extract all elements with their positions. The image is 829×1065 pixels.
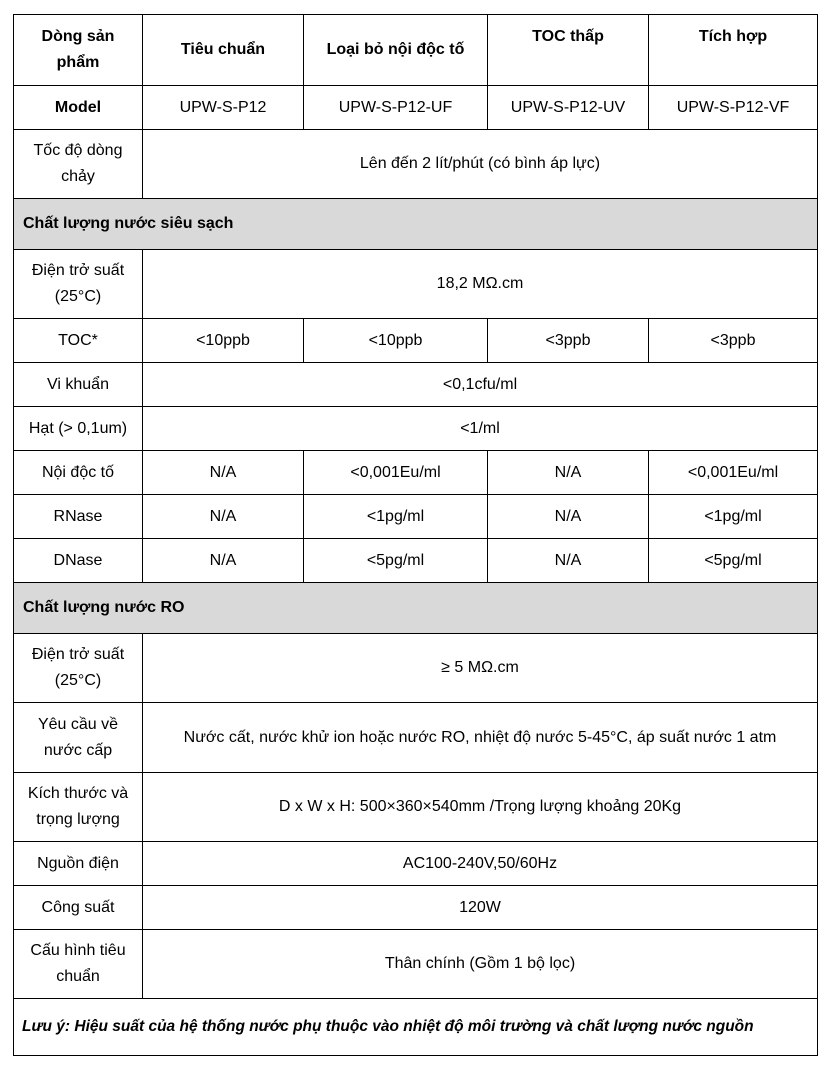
model-value: UPW-S-P12-UF	[304, 86, 488, 130]
dnase-label: DNase	[14, 539, 143, 583]
table-row	[14, 842, 818, 886]
ro-resistivity-value: ≥ 5 MΩ.cm	[143, 634, 818, 703]
dnase-value: N/A	[488, 539, 649, 583]
endotoxin-value: <0,001Eu/ml	[649, 451, 818, 495]
table-row	[14, 250, 818, 319]
table-row	[14, 703, 818, 773]
col-low-toc: TOC thấp	[488, 15, 649, 86]
feed-water-label: Yêu cầu về nước cấp	[14, 703, 143, 773]
ro-resistivity-label: Điện trở suất (25°C)	[14, 634, 143, 703]
power-label: Công suất	[14, 886, 143, 930]
dimensions-label: Kích thước và trọng lượng	[14, 773, 143, 842]
up-resistivity-value: 18,2 MΩ.cm	[143, 250, 818, 319]
section-row	[14, 583, 818, 634]
bacteria-value: <0,1cfu/ml	[143, 363, 818, 407]
dnase-value: <5pg/ml	[649, 539, 818, 583]
config-value: Thân chính (Gồm 1 bộ lọc)	[143, 930, 818, 999]
ultrapure-section-title: Chất lượng nước siêu sạch	[14, 199, 818, 250]
power-source-value: AC100-240V,50/60Hz	[143, 842, 818, 886]
table-row	[14, 634, 818, 703]
model-value: UPW-S-P12	[143, 86, 304, 130]
power-value: 120W	[143, 886, 818, 930]
feed-water-value: Nước cất, nước khử ion hoặc nước RO, nhiệt độ nước 5-45°C, áp suất nước 1 atm	[143, 703, 818, 773]
particles-value: <1/ml	[143, 407, 818, 451]
endotoxin-label: Nội độc tố	[14, 451, 143, 495]
table-row	[14, 773, 818, 842]
flow-rate-value: Lên đến 2 lít/phút (có bình áp lực)	[143, 130, 818, 199]
table-row	[14, 451, 818, 495]
product-line-label: Dòng sản phẩm	[14, 15, 143, 86]
model-value: UPW-S-P12-VF	[649, 86, 818, 130]
rnase-value: N/A	[488, 495, 649, 539]
rnase-value: <1pg/ml	[649, 495, 818, 539]
rnase-label: RNase	[14, 495, 143, 539]
dimensions-value: D x W x H: 500×360×540mm /Trọng lượng khoảng 20Kg	[143, 773, 818, 842]
rnase-value: <1pg/ml	[304, 495, 488, 539]
particles-label: Hạt (> 0,1um)	[14, 407, 143, 451]
toc-value: <3ppb	[488, 319, 649, 363]
flow-rate-label: Tốc độ dòng chảy	[14, 130, 143, 199]
col-endotoxin-removal: Loại bỏ nội độc tố	[304, 15, 488, 86]
table-row	[14, 539, 818, 583]
section-row	[14, 199, 818, 250]
table-row	[14, 407, 818, 451]
note-row	[14, 999, 818, 1056]
spec-table	[13, 14, 818, 1056]
header-row	[14, 15, 818, 86]
table-row	[14, 363, 818, 407]
up-resistivity-label: Điện trở suất (25°C)	[14, 250, 143, 319]
toc-label: TOC*	[14, 319, 143, 363]
endotoxin-value: N/A	[488, 451, 649, 495]
config-label: Cấu hình tiêu chuẩn	[14, 930, 143, 999]
note-text: Lưu ý: Hiệu suất của hệ thống nước phụ thuộc vào nhiệt độ môi trường và chất lượng nước nguồn	[14, 999, 818, 1056]
toc-value: <3ppb	[649, 319, 818, 363]
model-label: Model	[14, 86, 143, 130]
toc-value: <10ppb	[304, 319, 488, 363]
model-value: UPW-S-P12-UV	[488, 86, 649, 130]
col-integrated: Tích hợp	[649, 15, 818, 86]
rnase-value: N/A	[143, 495, 304, 539]
ro-section-title: Chất lượng nước RO	[14, 583, 818, 634]
endotoxin-value: N/A	[143, 451, 304, 495]
dnase-value: N/A	[143, 539, 304, 583]
table-row	[14, 495, 818, 539]
table-row	[14, 930, 818, 999]
bacteria-label: Vi khuẩn	[14, 363, 143, 407]
table-row	[14, 319, 818, 363]
toc-value: <10ppb	[143, 319, 304, 363]
endotoxin-value: <0,001Eu/ml	[304, 451, 488, 495]
col-standard: Tiêu chuẩn	[143, 15, 304, 86]
dnase-value: <5pg/ml	[304, 539, 488, 583]
table-row	[14, 86, 818, 130]
power-source-label: Nguồn điện	[14, 842, 143, 886]
table-row	[14, 130, 818, 199]
table-row	[14, 886, 818, 930]
